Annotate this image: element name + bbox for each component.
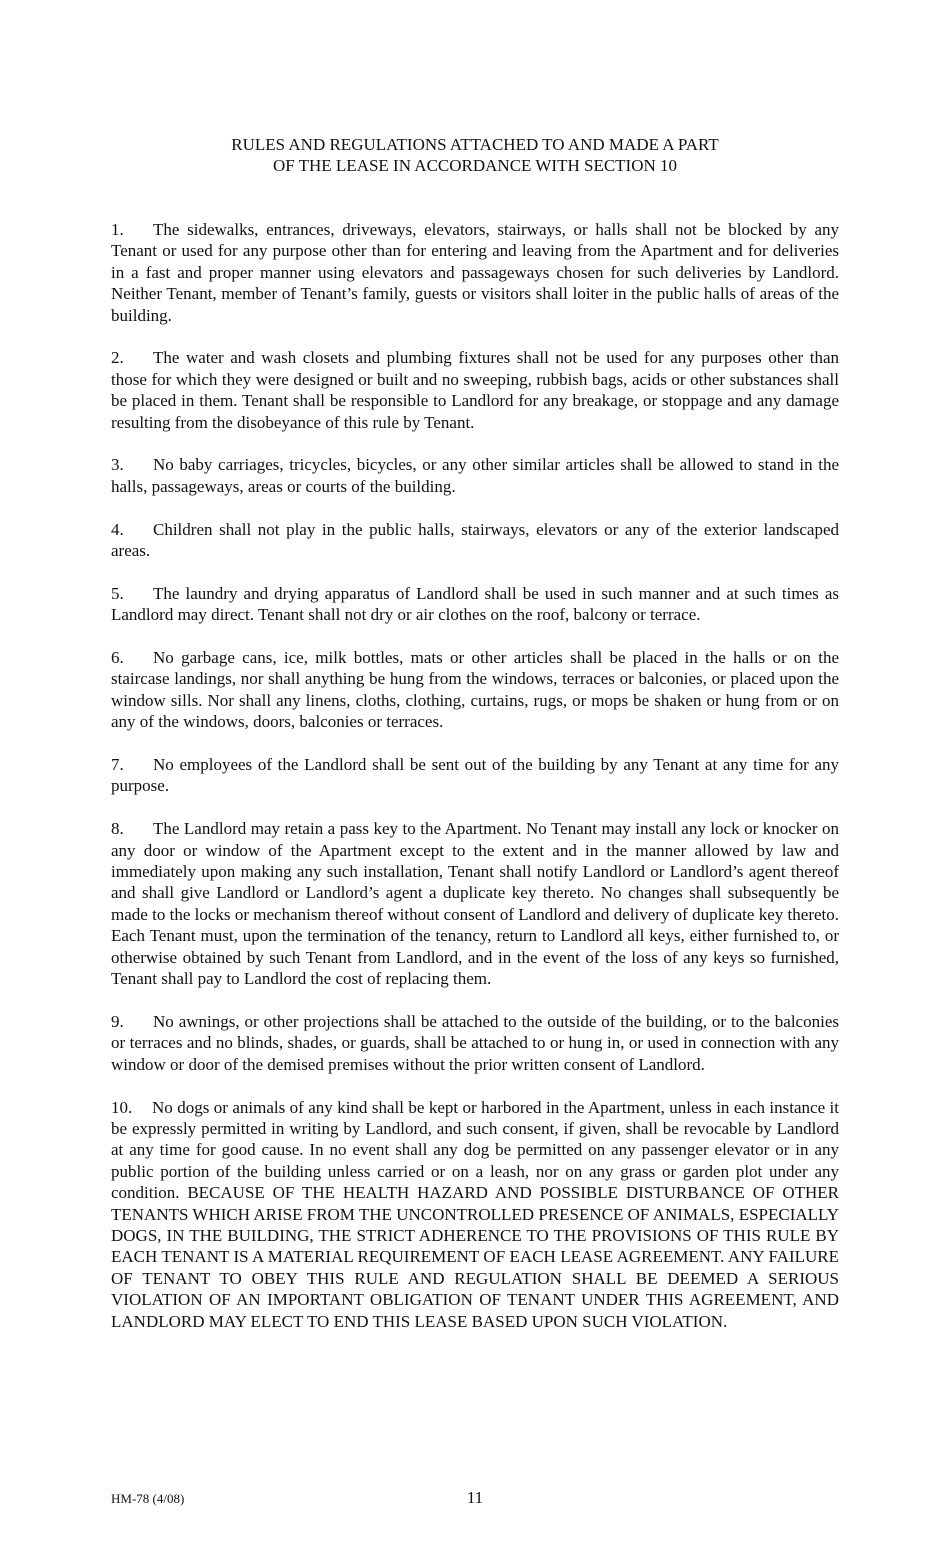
- rule-number: 5.: [111, 583, 124, 603]
- rule-text: No employees of the Landlord shall be sent out of the building by any Tenant at any time for any purpose.: [111, 755, 839, 796]
- rule-7: [111, 754, 839, 797]
- rule-number: 4.: [111, 519, 124, 539]
- rule-text: The water and wash closets and plumbing fixtures shall not be used for any purposes other than those for which they were designed or built and no sweeping, rubbish bags, acids or other substances shall be placed in them. Tenant shall be responsible to Landlord for any breakage, or stoppage and any damage resulting from the disobeyance of this rule by Tenant.: [111, 348, 839, 432]
- rule-4: [111, 519, 839, 562]
- rule-8: [111, 818, 839, 989]
- rule-number: 10.: [111, 1097, 133, 1117]
- page-number: 11: [466, 1488, 484, 1507]
- rule-number: 2.: [111, 348, 124, 368]
- rule-text: No baby carriages, tricycles, bicycles, or any other similar articles shall be allowed to stand in the halls, passageways, areas or courts of the building.: [111, 455, 839, 496]
- rule-3: [111, 454, 839, 497]
- rules-list: [111, 219, 839, 1353]
- rule-text: No awnings, or other projections shall be attached to the outside of the building, or to the balconies or terraces and no blinds, shades, or guards, shall be attached to or hung in, or used in connection with any window or door of the demised premises without the prior written consent of Landlord.: [111, 1011, 839, 1074]
- rule-number: 9.: [111, 1011, 124, 1031]
- rule-text: The sidewalks, entrances, driveways, elevators, stairways, or halls shall not be blocked by any Tenant or used for any purpose other than for entering and leaving from the Apartment and for deliveries in a fast and proper manner using elevators and passageways chosen for such deliveries by Landlord. Neither Tenant, member of Tenant’s family, guests or visitors shall loiter in the public halls of areas of the building.: [111, 220, 839, 325]
- form-code: HM-78 (4/08): [111, 1491, 185, 1506]
- rule-text: No dogs or animals of any kind shall be kept or harbored in the Apartment, unless in each instance it be expressly permitted in writing by Landlord, and such consent, if given, shall be revocable by Landlord at any time for good cause. In no event shall any dog be permitted on any passenger elevator or in any public portion of the building unless carried or on a leash, nor on any grass or garden plot under any condition. BECAUSE OF THE HEALTH HAZARD AND POSSIBLE DISTURBANCE OF OTHER TENANTS WHICH ARISE FROM THE UNCONTROLLED PRESENCE OF ANIMALS, ESPECIALLY DOGS, IN THE BUILDING, THE STRICT ADHERENCE TO THE PROVISIONS OF THIS RULE BY EACH TENANT IS A MATERIAL REQUIREMENT OF EACH LEASE AGREEMENT. ANY FAILURE OF TENANT TO OBEY THIS RULE AND REGULATION SHALL BE DEEMED A SERIOUS VIOLATION OF AN IMPORTANT OBLIGATION OF TENANT UNDER THIS AGREEMENT, AND LANDLORD MAY ELECT TO END THIS LEASE BASED UPON SUCH VIOLATION.: [111, 1097, 839, 1331]
- rule-9: [111, 1011, 839, 1075]
- rule-5: [111, 583, 839, 626]
- title-line-1: RULES AND REGULATIONS ATTACHED TO AND MADE A PART: [231, 135, 719, 154]
- rule-text: The Landlord may retain a pass key to the Apartment. No Tenant may install any lock or knocker on any door or window of the Apartment except to the extent and in the manner allowed by law and immediately upon making any such installation, Tenant shall notify Landlord or Landlord’s agent thereof and shall give Landlord or Landlord’s agent a duplicate key thereto. No changes shall subsequently be made to the locks or mechanism thereof without consent of Landlord and delivery of duplicate key thereto. Each Tenant must, upon the termination of the tenancy, return to Landlord all keys, either furnished to, or otherwise obtained by such Tenant from Landlord, and in the event of the loss of any keys so furnished, Tenant shall pay to Landlord the cost of replacing them.: [111, 819, 839, 989]
- rule-number: 7.: [111, 755, 124, 775]
- rule-number: 8.: [111, 819, 124, 839]
- rule-text: Children shall not play in the public halls, stairways, elevators or any of the exterior landscaped areas.: [111, 519, 839, 561]
- rule-6: [111, 647, 839, 733]
- rule-1: [111, 219, 839, 326]
- rule-number: 3.: [111, 455, 124, 475]
- rule-10: [111, 1097, 839, 1332]
- title-line-2: OF THE LEASE IN ACCORDANCE WITH SECTION 10: [272, 156, 678, 175]
- rule-number: 6.: [111, 648, 124, 668]
- rule-number: 1.: [111, 220, 124, 239]
- rule-text: No garbage cans, ice, milk bottles, mats or other articles shall be placed in the halls or on the staircase landings, nor shall anything be hung from the windows, terraces or balconies, or placed upon the window sills. Nor shall any linens, cloths, clothing, curtains, rugs, or mops be shaken or hung from or on any of the windows, doors, balconies or terraces.: [111, 648, 839, 732]
- page-title: [0, 134, 950, 176]
- rule-2: [111, 347, 839, 433]
- rule-text: The laundry and drying apparatus of Landlord shall be used in such manner and at such times as Landlord may direct. Tenant shall not dry or air clothes on the roof, balcony or terrace.: [111, 583, 839, 625]
